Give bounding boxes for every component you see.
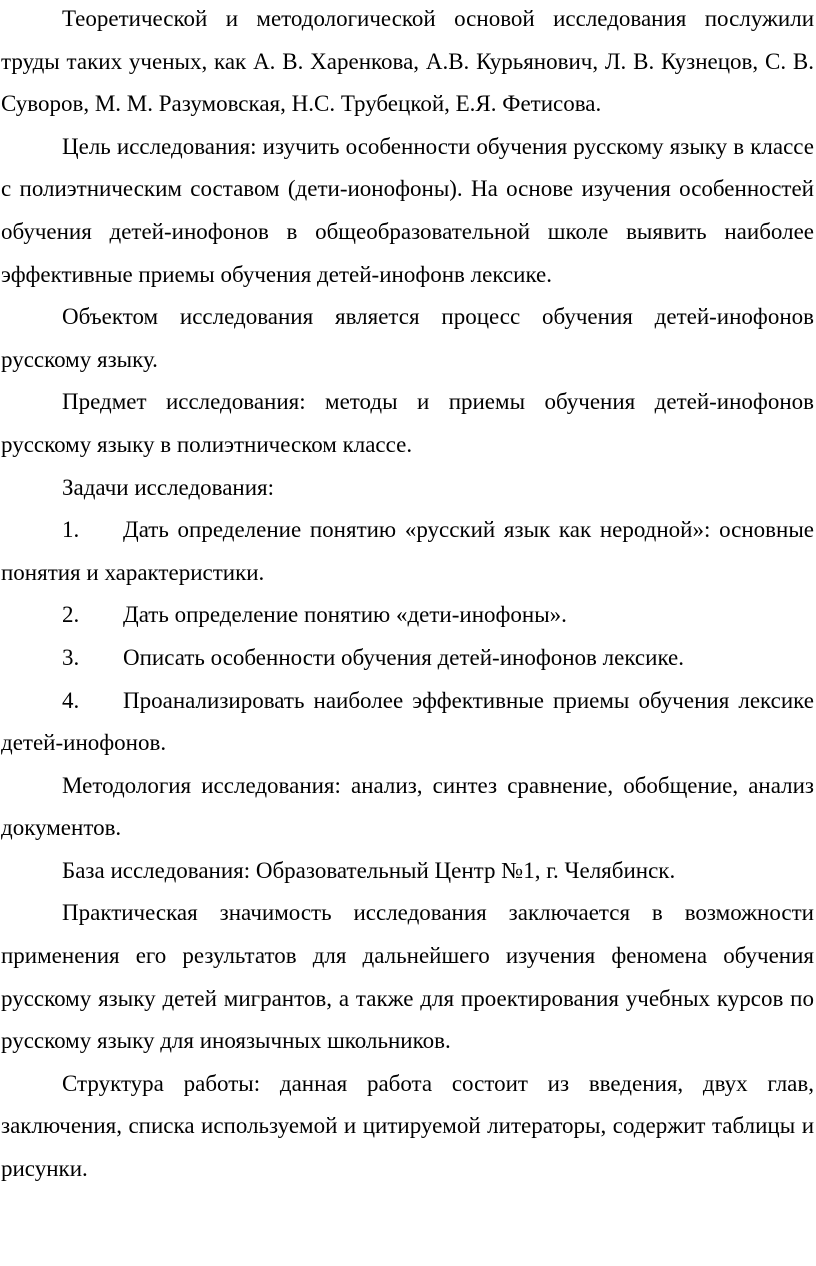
task-item <box>1 594 814 637</box>
task-number: 4. <box>62 687 80 713</box>
paragraph-research-goal: Цель исследования: изучить особенности обучения русскому языку в классе с полиэтническим составом (дети-ионофоны). На основе изучения особенностей обучения детей-инофонов в общеобразовательной школе выявить наиболее эффективные приемы обучения детей-инофонв лексике. <box>1 133 814 287</box>
task-text: Описать особенности обучения детей-инофонов лексике. <box>123 644 685 670</box>
task-number: 3. <box>62 644 80 670</box>
paragraph-practical-significance: Практическая значимость исследования заключается в возможности применения его результатов для дальнейшего изучения феномена обучения русскому языку детей мигрантов, а также для проектирования учебных курсов по русскому языку для иноязычных школьников. <box>1 900 814 1054</box>
task-item <box>1 509 814 594</box>
paragraph-research-object: Объектом исследования является процесс обучения детей-инофонов русскому языку. <box>1 304 814 372</box>
task-text: Дать определение понятию «русский язык как неродной»: основные понятия и характеристики. <box>1 517 814 585</box>
paragraph-research-base: База исследования: Образовательный Центр №1, г. Челябинск. <box>62 857 676 883</box>
task-number: 2. <box>62 602 80 628</box>
paragraph-tasks-heading: Задачи исследования: <box>62 474 275 500</box>
task-text: Дать определение понятию «дети-инофоны». <box>123 602 567 628</box>
paragraph-work-structure: Структура работы: данная работа состоит из введения, двух глав, заключения, списка используемой и цитируемой литераторы, содержит таблицы и рисунки. <box>1 1070 814 1182</box>
paragraph-theoretical-basis: Теоретической и методологической основой исследования послужили труды таких ученых, как А. В. Харенкова, А.В. Курьянович, Л. В. Кузнецов, С. В. Суворов, М. М. Разумовская, Н.С. Трубецкой, Е.Я. Фетисова. <box>1 6 814 117</box>
paragraph-research-subject: Предмет исследования: методы и приемы обучения детей-инофонов русскому языку в полиэтническом классе. <box>1 389 814 457</box>
task-item <box>1 680 814 765</box>
task-text: Проанализировать наиболее эффективные приемы обучения лексике детей-инофонов. <box>1 687 814 756</box>
paragraph-methodology: Методология исследования: анализ, синтез сравнение, обобщение, анализ документов. <box>1 772 814 841</box>
task-number: 1. <box>62 517 80 543</box>
task-item <box>1 637 814 680</box>
